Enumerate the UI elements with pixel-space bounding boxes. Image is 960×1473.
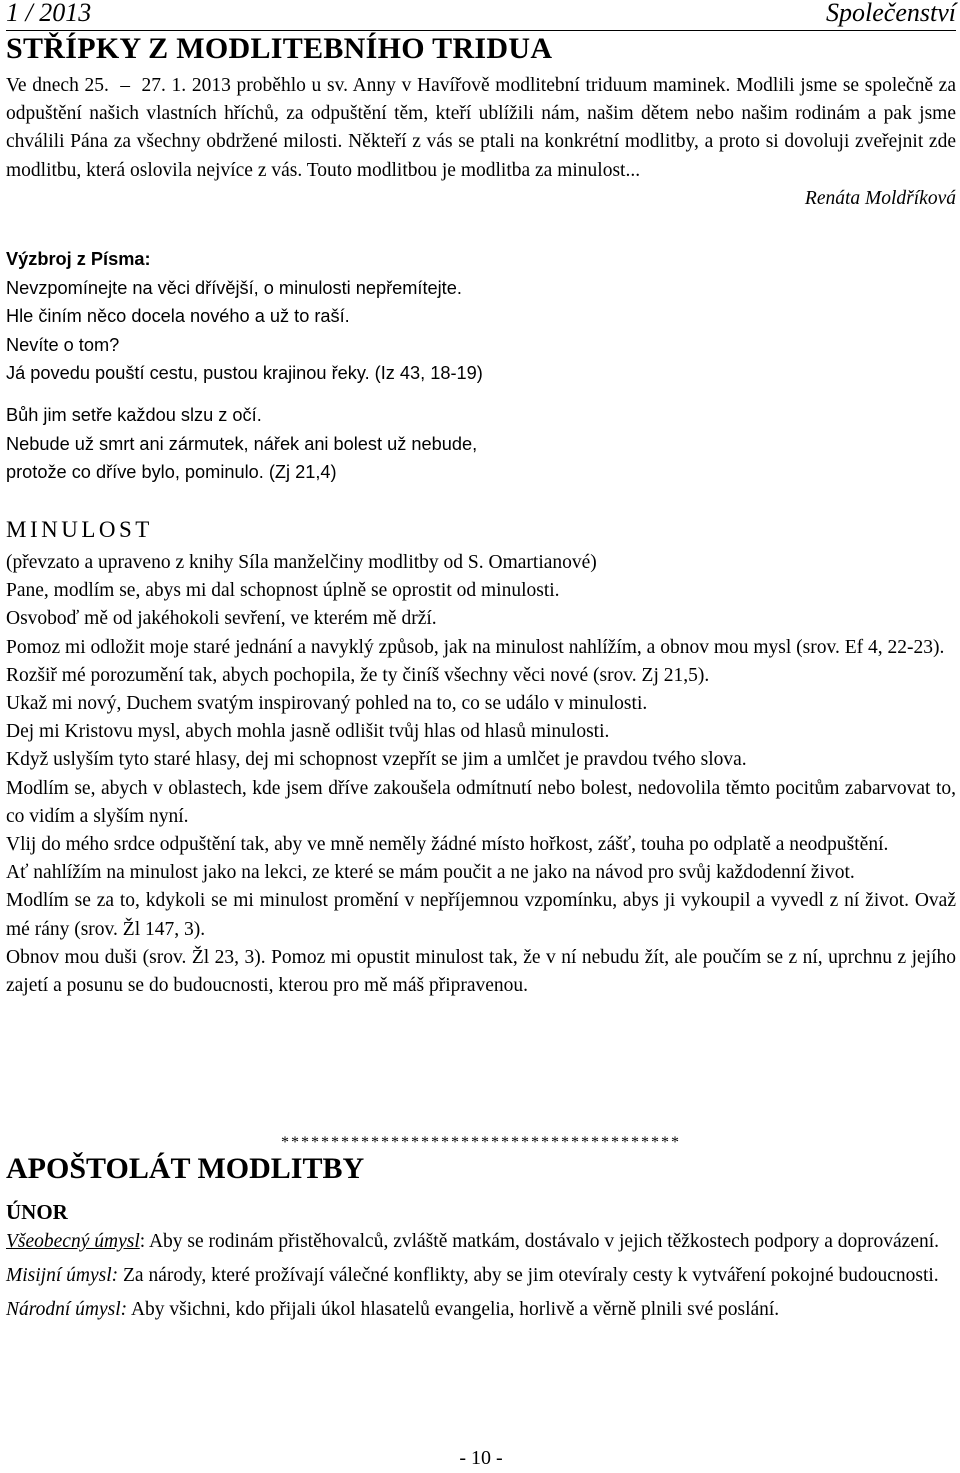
prayer-line: Vlij do mého srdce odpuštění tak, aby ve mně neměly žádné místo hořkost, zášť, touha po odplatě a neodpuštění. [6, 834, 889, 856]
intention-national [6, 1296, 956, 1324]
intention-text: Za národy, které prožívají válečné konflikty, aby se jim otevíraly cesty k vytváření pokojné budoucnosti. [118, 1265, 939, 1287]
article-intro: Ve dnech 25. – 27. 1. 2013 proběhlo u sv. Anny v Havířově modlitební triduum maminek. Modlili jsme se společně za odpuštění našich vlastních hříchů, za odpuštění těm, kteří ublížili nám, našim dětem nebo našim rodinám a pak jsme chválili Pána za všechny obdržené milosti. Někteří z vás se ptali na konkrétní modlitby, a proto si dovoluji zveřejnit zde modlitbu, která oslovila nejvíce z vás. Touto modlitbou je modlitba za minulost... [6, 75, 956, 181]
verse-line: Nevzpomínejte na věci dřívější, o minulosti nepřemítejte. [6, 277, 462, 298]
intention-text: Aby všichni, kdo přijali úkol hlasatelů evangelia, horlivě a věrně plnili své poslání. [127, 1299, 780, 1321]
header-section: Společenství [826, 0, 956, 27]
month-heading: ÚNOR [6, 1200, 68, 1224]
prayer-line: Dej mi Kristovu mysl, abych mohla jasně odlišit tvůj hlas od hlasů minulosti. [6, 721, 610, 743]
section-title: APOŠTOLÁT MODLITBY [6, 1152, 365, 1185]
header-issue: 1 / 2013 [6, 0, 92, 27]
intention-general [6, 1228, 956, 1256]
prayer-line: Ať nahlížím na minulost jako na lekci, ze které se mám poučit a ne jako na návod pro svůj každodenní život. [6, 862, 855, 884]
verse-line: Já povedu pouští cestu, pustou krajinou řeky. (Iz 43, 18-19) [6, 363, 483, 383]
intention-text: Aby se rodinám přistěhovalců, zvláště matkám, dostávalo v jejich těžkostech podpory a doprovázení. [145, 1231, 940, 1252]
page-header [6, 0, 956, 31]
intention-label: Všeobecný úmysl [6, 1231, 140, 1252]
intention-label: Národní úmysl: [6, 1299, 128, 1321]
prayer-line: Modlím se za to, kdykoli se mi minulost promění v nepříjemnou vzpomínku, abys ji vykoupil a vyvedl z ní život. Ovaž mé rány (srov. Žl 147, 3). [6, 890, 956, 940]
verse-line: Hle činím něco docela nového a už to raší. [6, 306, 350, 326]
article-title: STŘÍPKY Z MODLITEBNÍHO TRIDUA [6, 32, 553, 65]
intention-sep: : [139, 1231, 146, 1252]
page-number: - 10 - [459, 1447, 503, 1469]
verse-line: Nebude už smrt ani zármutek, nářek ani bolest už nebude, [6, 433, 478, 454]
intention-mission [6, 1262, 956, 1290]
verse-line: Nevíte o tom? [6, 334, 120, 355]
separator: **************************************** [281, 1134, 681, 1151]
prayer-line: Obnov mou duši (srov. Žl 23, 3). Pomoz mi opustit minulost tak, že v ní nebudu žít, ale poučím se z ní, uprchnu z jejího zajetí a posunu se do budoucnosti, kterou pro mě máš připravenou. [6, 946, 956, 997]
prayer-line: Pomoz mi odložit moje staré jednání a navyklý způsob, jak na minulost nahlížím, a obnov mou mysl (srov. Ef 4, 22-23). [6, 636, 945, 658]
prayer-line: Ukaž mi nový, Duchem svatým inspirovaný pohled na to, co se událo v minulosti. [6, 693, 648, 715]
prayer-line: Rozšiř mé porozumění tak, abych pochopila, že ty činíš všechny věci nové (srov. Zj 21,5). [6, 664, 710, 686]
article-signature: Renáta Moldříková [804, 187, 956, 209]
prayer-title: MINULOST [6, 517, 153, 542]
prayer-source: (převzato a upraveno z knihy Síla manželčiny modlitby od S. Omartianové) [6, 552, 597, 573]
scripture-heading: Výzbroj z Písma: [6, 249, 151, 269]
verse-line: Bůh jim setře každou slzu z očí. [6, 405, 262, 425]
prayer-line: Když uslyším tyto staré hlasy, dej mi schopnost vzepřít se jim a umlčet je pravdou tvého slova. [6, 749, 747, 771]
intention-label: Misijní úmysl: [6, 1265, 119, 1287]
verse-line: protože co dříve bylo, pominulo. (Zj 21,4) [6, 462, 337, 482]
prayer-line: Pane, modlím se, abys mi dal schopnost úplně se oprostit od minulosti. [6, 580, 560, 602]
prayer-line: Modlím se, abych v oblastech, kde jsem dříve zakoušela odmítnutí nebo bolest, nedovolila těmto pocitům zabarvovat to, co vidím a slyším nyní. [6, 777, 956, 827]
prayer-line: Osvoboď mě od jakéhokoli sevření, ve kterém mě drží. [6, 608, 437, 630]
